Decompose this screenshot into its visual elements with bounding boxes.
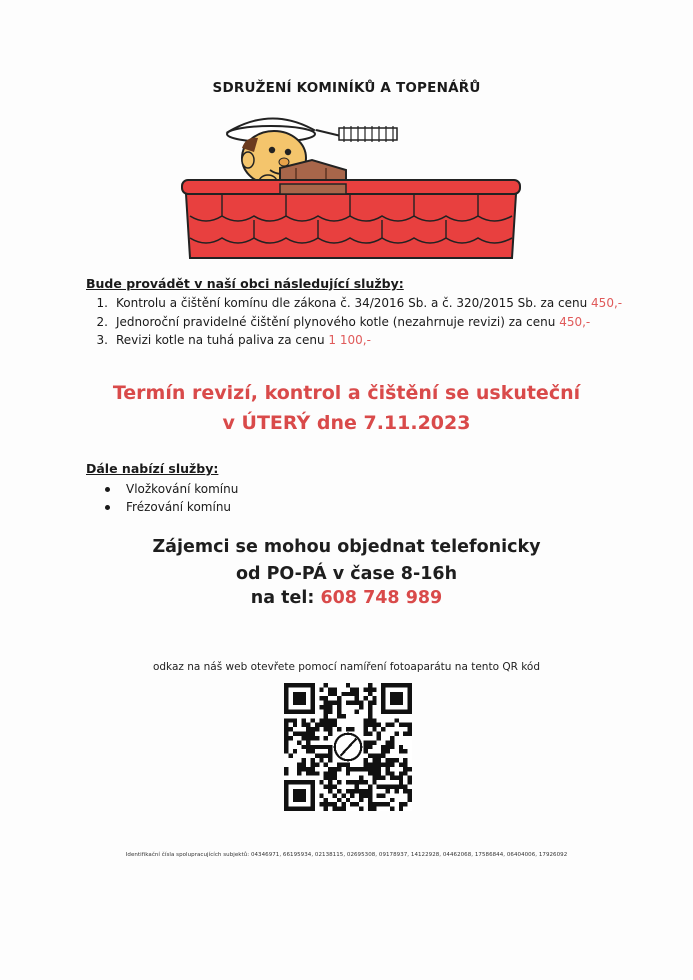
additional-services-list <box>100 480 238 516</box>
item-number: 3. <box>96 333 108 347</box>
contact-line-2: od PO-PÁ v čase 8-16h <box>235 564 458 584</box>
contact-line-1: Zájemci se mohou objednat telefonicky <box>152 537 541 557</box>
list-item <box>100 480 238 498</box>
services-list <box>86 294 622 350</box>
headline-line-1: Termín revizí, kontrol a čištění se uskuteční <box>112 382 581 404</box>
brush-icon <box>339 126 397 142</box>
qr-code[interactable] <box>284 683 412 811</box>
phone-prefix: na tel: <box>250 588 315 608</box>
list-item <box>100 498 238 516</box>
item-price: 450,- <box>559 314 591 329</box>
qr-caption: odkaz na náš web otevřete pomocí namíření fotoaparátu na tento QR kód <box>152 661 541 673</box>
roof-tiles <box>182 180 520 258</box>
services-heading: Bude provádět v naší obci následující služby: <box>86 276 404 291</box>
phone-number[interactable]: 608 748 989 <box>320 588 443 608</box>
item-text: Revizi kotle na tuhá paliva za cenu <box>116 333 325 347</box>
chimney-sweep-illustration <box>176 108 526 268</box>
contact-line-3 <box>0 584 693 612</box>
additional-services-heading: Dále nabízí služby: <box>86 461 219 476</box>
item-price: 450,- <box>591 296 623 310</box>
page-title: SDRUŽENÍ KOMINÍKŮ A TOPENÁŘŮ <box>212 80 481 96</box>
item-number: 1. <box>96 296 108 310</box>
footer-ids: Identifikační čísla spolupracujících subjektů: 04346971, 66195934, 02138115, 02695308, 09178937, 14122928, 04462068, 17586844, 06404006, 17926092 <box>125 852 568 858</box>
list-item <box>86 313 622 332</box>
item-text: Vložkování komínu <box>126 482 239 496</box>
bullet-icon <box>105 505 110 510</box>
item-number: 2. <box>96 314 108 329</box>
item-text: Jednoroční pravidelné čištění plynového kotle (nezahrnuje revizi) za cenu <box>116 314 556 329</box>
bullet-icon <box>105 487 110 492</box>
item-text: Kontrolu a čištění komínu dle zákona č. 34/2016 Sb. a č. 320/2015 Sb. za cenu <box>116 296 588 310</box>
list-item <box>86 294 622 313</box>
headline-line-2: v ÚTERÝ dne 7.11.2023 <box>222 412 471 434</box>
item-price: 1 100,- <box>328 333 371 347</box>
list-item <box>86 331 622 350</box>
item-text: Frézování komínu <box>126 500 232 514</box>
